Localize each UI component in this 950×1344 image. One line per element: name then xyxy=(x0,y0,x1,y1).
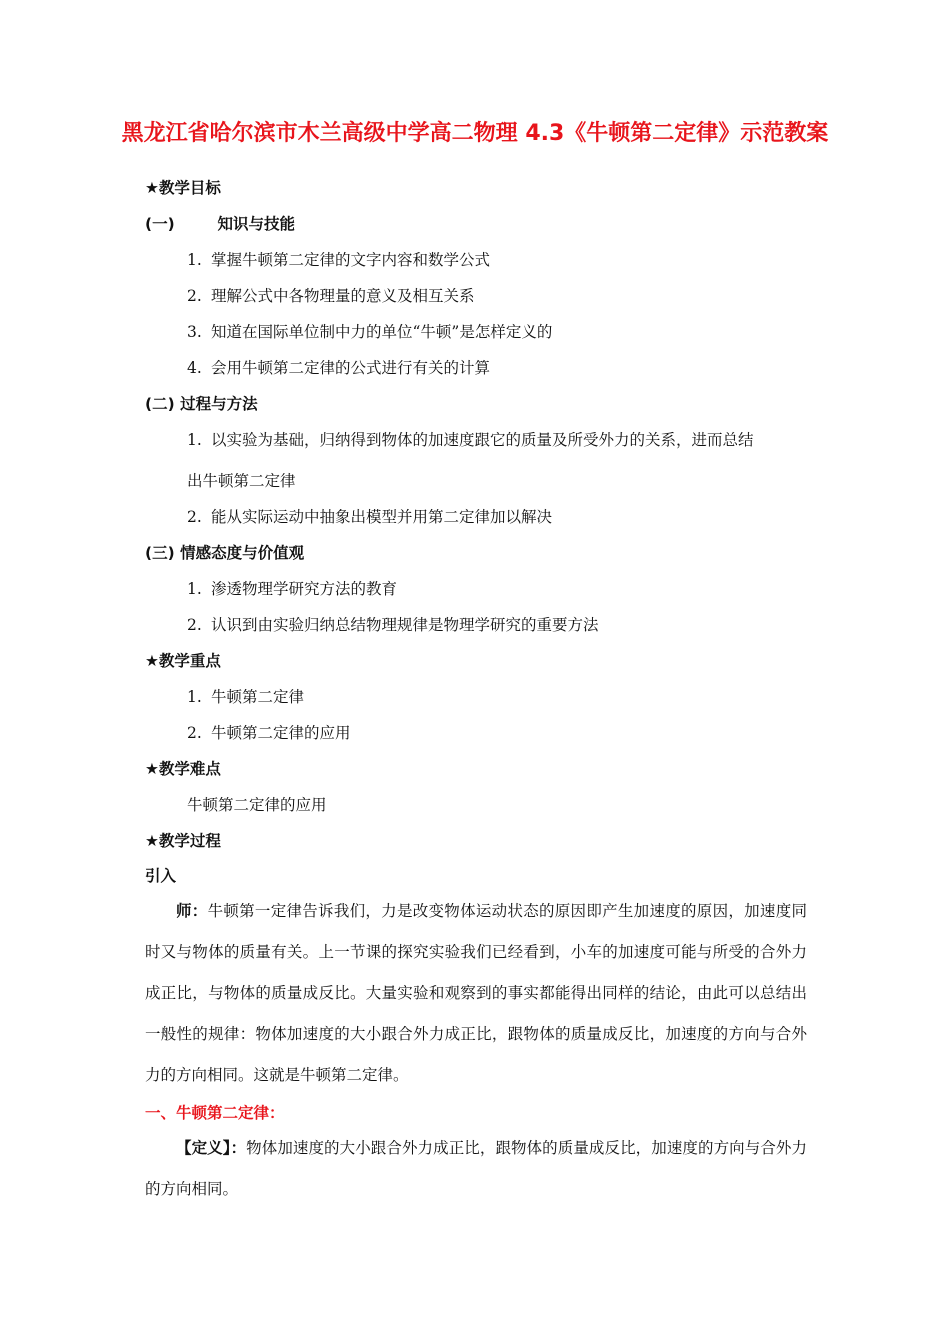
list-item xyxy=(187,579,397,599)
list-item-number: 1. xyxy=(187,251,202,269)
teaching-goals-heading: ★教学目标 xyxy=(145,179,221,197)
difficult-points-text: 牛顿第二定律的应用 xyxy=(187,796,327,814)
difficult-points-heading: ★教学难点 xyxy=(145,760,221,778)
list-item-text: 能从实际运动中抽象出模型并用第二定律加以解决 xyxy=(211,508,553,526)
list-item xyxy=(187,687,304,707)
list-item-number: 2. xyxy=(187,508,202,526)
part2-heading: (二) 过程与方法 xyxy=(145,395,258,413)
list-item xyxy=(187,723,351,743)
list-item xyxy=(187,430,754,450)
list-item xyxy=(187,322,552,342)
list-item-text: 渗透物理学研究方法的教育 xyxy=(211,580,398,598)
list-item-text: 知道在国际单位制中力的单位“牛顿”是怎样定义的 xyxy=(211,323,553,341)
list-item-number: 2. xyxy=(187,724,202,742)
list-item xyxy=(187,615,599,635)
definition-text: 物体加速度的大小跟合外力成正比，跟物体的质量成反比，加速度的方向与合外力的方向相同。 xyxy=(145,1139,807,1198)
teacher-label: 师： xyxy=(176,902,208,920)
list-item-number: 1. xyxy=(187,688,202,706)
teacher-paragraph xyxy=(145,891,807,1096)
list-item-number: 3. xyxy=(187,323,202,341)
list-item-number: 4. xyxy=(187,359,202,377)
teaching-process-heading: ★教学过程 xyxy=(145,832,221,850)
list-item xyxy=(187,358,490,378)
list-item-number: 2. xyxy=(187,287,202,305)
list-item-number: 2. xyxy=(187,616,202,634)
list-item xyxy=(187,507,552,527)
definition-label: 【定义】： xyxy=(176,1139,247,1157)
list-item xyxy=(187,250,490,270)
part1-heading xyxy=(145,214,295,234)
list-item-text: 认识到由实验归纳总结物理规律是物理学研究的重要方法 xyxy=(211,616,599,634)
list-item-text: 掌握牛顿第二定律的文字内容和数学公式 xyxy=(211,251,491,269)
list-item-number: 1. xyxy=(187,431,202,449)
part1-number: (一) xyxy=(145,215,175,233)
key-points-heading: ★教学重点 xyxy=(145,652,221,670)
list-item-text: 以实验为基础，归纳得到物体的加速度跟它的质量及所受外力的关系，进而总结 xyxy=(211,431,754,449)
list-item-text: 会用牛顿第二定律的公式进行有关的计算 xyxy=(211,359,491,377)
document-title: 黑龙江省哈尔滨市木兰高级中学高二物理 4.3《牛顿第二定律》示范教案 xyxy=(121,121,829,146)
list-item-text: 牛顿第二定律 xyxy=(211,688,305,706)
list-item-text: 理解公式中各物理量的意义及相互关系 xyxy=(211,287,475,305)
part3-heading: (三) 情感态度与价值观 xyxy=(145,544,305,562)
law-heading: 一、牛顿第二定律： xyxy=(145,1104,285,1122)
definition-paragraph xyxy=(145,1128,807,1210)
list-item-text: 牛顿第二定律的应用 xyxy=(211,724,351,742)
part1-title: 知识与技能 xyxy=(217,215,295,233)
list-item-number: 1. xyxy=(187,580,202,598)
teacher-text: 牛顿第一定律告诉我们，力是改变物体运动状态的原因即产生加速度的原因，加速度同时又与物体的质量有关。上一节课的探究实验我们已经看到，小车的加速度可能与所受的合外力成正比，与物体的质量成反比。大量实验和观察到的事实都能得出同样的结论，由此可以总结出一般性的规律：物体加速度的大小跟合外力成正比，跟物体的质量成反比，加速度的方向与合外力的方向相同。这就是牛顿第二定律。 xyxy=(145,902,807,1084)
intro-heading: 引入 xyxy=(145,867,177,885)
list-item xyxy=(187,286,475,306)
list-item-continuation: 出牛顿第二定律 xyxy=(187,472,296,490)
